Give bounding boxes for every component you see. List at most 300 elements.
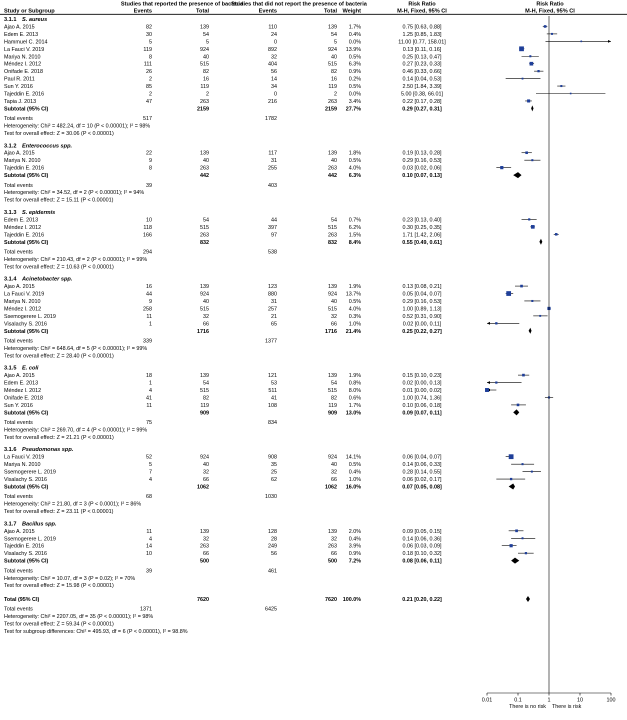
study-total2: 32 (331, 469, 337, 476)
study-ci: 0.02 [0.00, 0.11] (402, 321, 442, 328)
study-weight: 1.8% (348, 150, 361, 157)
study-name: Tapia J. 2013 (4, 98, 37, 105)
study-weight: 0.8% (348, 380, 361, 387)
x-tick-label: 10 (577, 697, 583, 704)
study-events1: 111 (143, 61, 152, 68)
subgroup-title-num: 3.1.7 (4, 521, 17, 528)
study-weight: 0.9% (348, 69, 361, 76)
study-total1: 924 (200, 291, 209, 298)
study-weight: 14.1% (345, 454, 361, 461)
study-total2: 2 (334, 91, 337, 98)
subtotal-weight: 27.7% (345, 106, 361, 113)
study-events2: 108 (268, 402, 277, 409)
study-point-square (522, 78, 524, 80)
subtotal-total1: 500 (200, 558, 209, 565)
study-name: Tajeddin E. 2016 (4, 543, 45, 550)
study-total2: 139 (328, 528, 337, 535)
study-events1: 2 (149, 76, 152, 83)
total-events1: 294 (143, 249, 152, 256)
total-events1: 39 (146, 568, 152, 575)
study-weight: 4.0% (348, 165, 361, 172)
study-events2: 128 (268, 528, 277, 535)
study-events2: 511 (268, 388, 277, 395)
study-events2: 249 (268, 543, 277, 550)
total-events2: 1030 (265, 494, 277, 501)
study-weight: 0.2% (348, 76, 361, 83)
study-weight: 0.4% (348, 31, 361, 38)
study-total2: 924 (328, 46, 337, 53)
study-events1: 14 (146, 543, 152, 550)
study-name: Tajeddin E. 2016 (4, 232, 45, 239)
study-point-square (530, 62, 534, 66)
col-method1-header: M-H, Fixed, 95% CI (397, 8, 447, 15)
study-ci: 0.52 [0.31, 0.90] (402, 313, 442, 320)
study-total1: 54 (203, 31, 209, 38)
study-point-square (519, 46, 524, 51)
total-events1: 75 (146, 420, 152, 427)
study-weight: 0.7% (348, 217, 361, 224)
study-total1: 263 (200, 98, 209, 105)
study-events1: 41 (146, 395, 152, 402)
study-ci: 0.28 [0.14, 0.55] (402, 469, 442, 476)
subgroup-differences: Test for subgroup differences: Chi² = 495.93, df = 6 (P < 0.00001), I² = 98.8% (4, 629, 188, 636)
study-ci: 0.27 [0.23, 0.33] (402, 61, 442, 68)
study-name: Visalachy S. 2016 (4, 551, 48, 558)
overall-diamond (526, 596, 530, 602)
study-ci: 0.22 [0.17, 0.28] (402, 98, 442, 105)
subtotal-label: Subtotal (95% CI) (4, 558, 49, 565)
col-method2-header: M-H, Fixed, 95% CI (525, 8, 575, 15)
study-name: Edem E. 2013 (4, 31, 39, 38)
subtotal-weight: 8.4% (348, 239, 361, 246)
study-ci: 0.14 [0.06, 0.36] (402, 536, 442, 543)
study-name: Ajao A. 2015 (4, 373, 35, 380)
study-total1: 40 (203, 298, 209, 305)
col-events1-header: Events (133, 8, 152, 15)
subtotal-weight: 16.0% (345, 484, 361, 491)
study-total1: 66 (203, 477, 209, 484)
study-name: Ssemogerere L. 2019 (4, 536, 56, 543)
study-name: Mariya N. 2010 (4, 54, 41, 61)
subgroup-title-name: S. aureus (22, 17, 48, 23)
study-events1: 82 (146, 24, 152, 31)
study-events1: 5 (149, 39, 152, 46)
study-events2: 216 (268, 98, 277, 105)
study-events1: 118 (143, 224, 152, 231)
study-events2: 880 (268, 291, 277, 298)
study-total1: 32 (203, 536, 209, 543)
overall-events-label: Total events (4, 606, 33, 613)
study-total2: 139 (328, 373, 337, 380)
total-events-label: Total events (4, 494, 33, 501)
study-weight: 0.0% (348, 91, 361, 98)
ci-arrow-left (487, 322, 490, 325)
subgroup-title-num: 3.1.6 (4, 447, 17, 454)
study-point-square (555, 233, 558, 236)
study-total1: 54 (203, 217, 209, 224)
study-point-square (527, 99, 530, 102)
study-weight: 4.0% (348, 306, 361, 313)
total-events2: 834 (268, 420, 277, 427)
study-weight: 1.9% (348, 284, 361, 291)
study-total1: 2 (206, 91, 209, 98)
study-events2: 110 (268, 24, 277, 31)
study-point-square (510, 544, 513, 547)
study-total1: 82 (203, 395, 209, 402)
study-total2: 40 (331, 298, 337, 305)
study-name: Edem E. 2013 (4, 380, 39, 387)
study-point-square (522, 537, 524, 539)
heterogeneity-text: Heterogeneity: Chi² = 210.43, df = 2 (P < 0.00001); I² = 99% (4, 256, 148, 263)
study-events1: 1 (149, 321, 152, 328)
study-total1: 515 (200, 224, 209, 231)
overall-effect-text: Test for overall effect: Z = 15.98 (P < 0.00001) (4, 583, 114, 590)
study-events1: 10 (146, 551, 152, 558)
study-total2: 66 (331, 551, 337, 558)
overall-weight: 100.0% (342, 596, 361, 603)
subgroup-title-name: S. epidermis (22, 209, 56, 216)
study-name: Sun Y. 2016 (4, 402, 33, 409)
study-ci: 2.50 [1.84, 3.39] (402, 84, 442, 91)
study-events2: 97 (271, 232, 277, 239)
study-events2: 14 (271, 76, 277, 83)
subtotal-total2: 500 (328, 558, 337, 565)
study-total2: 32 (331, 313, 337, 320)
study-ci: 1.71 [1.42, 2.06] (402, 232, 442, 239)
study-name: Ssemogerere L. 2019 (4, 469, 56, 476)
total-events-label: Total events (4, 182, 33, 189)
study-name: Méndez I. 2012 (4, 61, 42, 68)
study-events1: 4 (149, 536, 152, 543)
study-ci: 5.00 [0.38, 66.01] (401, 91, 443, 98)
study-events1: 119 (143, 46, 152, 53)
col-weight-header: Weight (342, 8, 361, 15)
study-total2: 54 (331, 31, 337, 38)
study-ci: 0.10 [0.06, 0.18] (402, 402, 442, 409)
study-name: Sun Y. 2016 (4, 84, 33, 91)
study-total2: 515 (328, 224, 337, 231)
study-total2: 40 (331, 158, 337, 165)
subtotal-diamond (539, 239, 542, 245)
study-ci: 0.02 [0.00, 0.13] (402, 380, 442, 387)
study-events1: 4 (149, 477, 152, 484)
heterogeneity-text: Heterogeneity: Chi² = 10.07, df = 3 (P = 0.02); I² = 70% (4, 575, 136, 582)
study-events2: 34 (271, 84, 277, 91)
study-events1: 85 (146, 84, 152, 91)
study-ci: 1.00 [0.89, 1.13] (402, 306, 442, 313)
x-tick-label: 1 (547, 697, 551, 704)
study-name: Méndez I. 2012 (4, 306, 42, 313)
study-point-square (528, 218, 530, 220)
study-weight: 3.4% (348, 98, 361, 105)
total-events-label: Total events (4, 249, 33, 256)
study-name: Méndez I. 2012 (4, 388, 42, 395)
study-ci: 0.01 [0.00, 0.02] (402, 388, 442, 395)
study-events2: 56 (271, 69, 277, 76)
study-total1: 263 (200, 543, 209, 550)
study-events1: 16 (146, 284, 152, 291)
study-events1: 9 (149, 298, 152, 305)
study-name: Paul R. 2011 (4, 76, 35, 83)
study-point-square (544, 25, 547, 28)
total-events1: 68 (146, 494, 152, 501)
study-ci: 0.03 [0.02, 0.06] (402, 165, 442, 172)
study-ci: 0.13 [0.11, 0.16] (402, 46, 442, 53)
study-total2: 32 (331, 536, 337, 543)
overall-label: Total (95% CI) (4, 596, 40, 603)
study-point-square (506, 291, 511, 296)
study-total1: 16 (203, 76, 209, 83)
study-events1: 8 (149, 54, 152, 61)
axis-label-left: There is no risk (509, 704, 546, 710)
study-events2: 32 (271, 54, 277, 61)
subtotal-diamond (509, 483, 515, 489)
subtotal-ci: 0.10 [0.07, 0.13] (402, 173, 442, 180)
study-ci: 0.30 [0.25, 0.35] (402, 224, 442, 231)
subtotal-weight: 7.2% (348, 558, 361, 565)
study-point-square (531, 471, 533, 473)
study-weight: 0.6% (348, 395, 361, 402)
subtotal-weight: 6.3% (348, 173, 361, 180)
study-total1: 263 (200, 232, 209, 239)
study-total2: 66 (331, 321, 337, 328)
subgroup-title-num: 3.1.3 (4, 209, 17, 216)
study-total1: 515 (200, 61, 209, 68)
study-total2: 40 (331, 462, 337, 469)
total-events2: 461 (268, 568, 277, 575)
heterogeneity-text: Heterogeneity: Chi² = 34.52, df = 2 (P < 0.00001); I² = 94% (4, 190, 145, 197)
study-ci: 0.14 [0.06, 0.33] (402, 462, 442, 469)
study-name: Mariya N. 2010 (4, 298, 41, 305)
heterogeneity-text: Heterogeneity: Chi² = 482.24, df = 10 (P < 0.00001); I² = 98% (4, 123, 151, 130)
study-total1: 139 (200, 150, 209, 157)
study-total2: 515 (328, 388, 337, 395)
study-name: Onifade E. 2018 (4, 69, 43, 76)
study-ci: 0.29 [0.16, 0.53] (402, 298, 442, 305)
study-ci: 0.19 [0.13, 0.28] (402, 150, 442, 157)
study-point-square (500, 166, 503, 169)
study-events2: 123 (268, 284, 277, 291)
x-tick-label: 0.1 (514, 697, 522, 704)
subgroup-title-num: 3.1.1 (4, 17, 17, 23)
subgroup-title-name: Enterococcus spp. (22, 143, 73, 150)
col-rr-fixed-header: Risk Ratio (408, 1, 436, 8)
study-name: Edem E. 2013 (4, 217, 39, 224)
study-total2: 40 (331, 54, 337, 61)
study-events1: 30 (146, 31, 152, 38)
study-weight: 3.9% (348, 543, 361, 550)
study-name: La Fauci V. 2019 (4, 454, 45, 461)
subtotal-label: Subtotal (95% CI) (4, 173, 49, 180)
table-header (0, 2, 627, 15)
study-total1: 32 (203, 313, 209, 320)
subtotal-weight: 21.4% (345, 328, 361, 335)
overall-effect-text: Test for overall effect: Z = 21.21 (P < 0.00001) (4, 434, 114, 441)
study-total2: 16 (331, 76, 337, 83)
subtotal-label: Subtotal (95% CI) (4, 106, 49, 113)
subtotal-total1: 909 (200, 410, 209, 417)
study-name: Ajao A. 2015 (4, 528, 35, 535)
study-total2: 515 (328, 61, 337, 68)
study-total2: 515 (328, 306, 337, 313)
overall-events2: 6425 (265, 606, 277, 613)
subgroup-title-name: Pseudomonas spp. (22, 447, 74, 454)
total-events-label: Total events (4, 568, 33, 575)
ci-arrow-left (487, 381, 490, 384)
study-total2: 82 (331, 395, 337, 402)
col-events2-header: Events (258, 8, 277, 15)
study-total2: 139 (328, 24, 337, 31)
study-total2: 119 (328, 84, 337, 91)
study-events2: 35 (271, 462, 277, 469)
study-name: La Fauci V. 2019 (4, 291, 45, 298)
subtotal-diamond (511, 558, 519, 564)
study-name: Visalachy S. 2016 (4, 477, 48, 484)
subtotal-total2: 909 (328, 410, 337, 417)
study-events1: 10 (146, 217, 152, 224)
study-total1: 66 (203, 321, 209, 328)
study-weight: 0.0% (348, 39, 361, 46)
subtotal-total1: 832 (200, 239, 209, 246)
study-point-square (522, 463, 524, 465)
study-events1: 22 (146, 150, 152, 157)
study-point-square (529, 55, 531, 57)
subgroup-title-num: 3.1.4 (4, 276, 17, 283)
study-events1: 11 (146, 313, 152, 320)
study-events1: 4 (149, 388, 152, 395)
study-name: La Fauci V. 2019 (4, 46, 45, 53)
study-events2: 21 (271, 313, 277, 320)
study-ci: 0.13 [0.08, 0.21] (402, 284, 442, 291)
study-events2: 0 (274, 91, 277, 98)
study-total1: 54 (203, 380, 209, 387)
study-total1: 40 (203, 54, 209, 61)
study-weight: 0.5% (348, 54, 361, 61)
study-ci: 1.00 [0.74, 1.36] (402, 395, 442, 402)
study-events2: 56 (271, 551, 277, 558)
study-total1: 924 (200, 46, 209, 53)
study-ci: 0.06 [0.02, 0.17] (402, 477, 442, 484)
study-name: Tajeddin E. 2016 (4, 91, 45, 98)
study-name: Méndez I. 2012 (4, 224, 42, 231)
study-total2: 924 (328, 454, 337, 461)
study-name: Onifade E. 2018 (4, 395, 43, 402)
subtotal-total2: 832 (328, 239, 337, 246)
subtotal-total1: 1062 (197, 484, 209, 491)
study-events1: 26 (146, 69, 152, 76)
subgroup-title-num: 3.1.5 (4, 365, 17, 372)
study-weight: 0.3% (348, 313, 361, 320)
study-total2: 119 (328, 402, 337, 409)
study-events2: 0 (274, 39, 277, 46)
subtotal-total2: 1716 (325, 328, 337, 335)
overall-heterogeneity: Heterogeneity: Chi² = 2207.05, df = 35 (P < 0.00001); I² = 98% (4, 614, 154, 621)
overall-effect-text: Test for overall effect: Z = 28.40 (P < 0.00001) (4, 353, 114, 360)
study-total2: 263 (328, 165, 337, 172)
study-ci: 0.06 [0.03, 0.09] (402, 543, 442, 550)
study-total2: 5 (334, 39, 337, 46)
study-events2: 117 (268, 150, 277, 157)
overall-total1: 7620 (197, 596, 209, 603)
study-weight: 1.9% (348, 373, 361, 380)
study-point-square (580, 41, 582, 43)
total-events2: 403 (268, 182, 277, 189)
study-weight: 6.3% (348, 61, 361, 68)
study-weight: 0.5% (348, 462, 361, 469)
study-events2: 31 (271, 158, 277, 165)
subtotal-diamond (513, 409, 519, 415)
study-ci: 0.14 [0.04, 0.53] (402, 76, 442, 83)
study-weight: 0.5% (348, 298, 361, 305)
study-point-square (517, 404, 520, 407)
study-total1: 924 (200, 454, 209, 461)
study-events1: 9 (149, 158, 152, 165)
study-events2: 65 (271, 321, 277, 328)
subtotal-label: Subtotal (95% CI) (4, 484, 49, 491)
col-reported-header: Studies that reported the presence of bacteria (120, 1, 244, 8)
study-events1: 52 (146, 454, 152, 461)
subtotal-total1: 2159 (197, 106, 209, 113)
total-events1: 517 (143, 116, 152, 123)
study-total2: 263 (328, 543, 337, 550)
study-ci: 0.06 [0.04, 0.07] (402, 454, 442, 461)
study-ci: 0.18 [0.10, 0.32] (402, 551, 442, 558)
study-events2: 28 (271, 536, 277, 543)
study-point-square (495, 381, 497, 383)
overall-ci: 0.21 [0.20, 0.22] (402, 596, 442, 603)
study-events2: 257 (268, 306, 277, 313)
col-not-reported-header: Studies that did not report the presence of bacteria (231, 1, 367, 8)
subtotal-diamond (529, 328, 532, 334)
col-total2-header: Total (324, 8, 337, 15)
subtotal-ci: 0.07 [0.05, 0.08] (402, 484, 442, 491)
overall-effect-text: Test for overall effect: Z = 10.63 (P < 0.00001) (4, 264, 114, 271)
study-total1: 40 (203, 462, 209, 469)
study-events2: 404 (268, 61, 277, 68)
study-point-square (520, 285, 523, 288)
subtotal-ci: 0.09 [0.07, 0.11] (402, 410, 442, 417)
study-events1: 18 (146, 373, 152, 380)
study-weight: 0.5% (348, 158, 361, 165)
study-point-square (551, 33, 553, 35)
total-events2: 1377 (265, 338, 277, 345)
study-total2: 66 (331, 477, 337, 484)
subgroup-title-name: Bacillus spp. (22, 521, 57, 528)
plot-area (482, 16, 616, 710)
study-total1: 263 (200, 165, 209, 172)
study-events1: 11 (146, 528, 152, 535)
study-events2: 53 (271, 380, 277, 387)
study-point-square (531, 159, 533, 161)
study-total2: 139 (328, 150, 337, 157)
study-events2: 908 (268, 454, 277, 461)
study-total1: 139 (200, 373, 209, 380)
study-ci: 0.05 [0.04, 0.07] (402, 291, 442, 298)
study-events1: 8 (149, 165, 152, 172)
study-weight: 13.9% (345, 46, 361, 53)
study-total1: 5 (206, 39, 209, 46)
study-weight: 0.9% (348, 551, 361, 558)
study-events1: 5 (149, 462, 152, 469)
study-events1: 47 (146, 98, 152, 105)
study-total2: 263 (328, 232, 337, 239)
study-name: Ajao A. 2015 (4, 150, 35, 157)
subtotal-diamond (531, 105, 533, 111)
study-name: Hammuel C. 2014 (4, 39, 48, 46)
subtotal-label: Subtotal (95% CI) (4, 328, 49, 335)
study-point-square (525, 151, 528, 154)
study-events2: 31 (271, 298, 277, 305)
